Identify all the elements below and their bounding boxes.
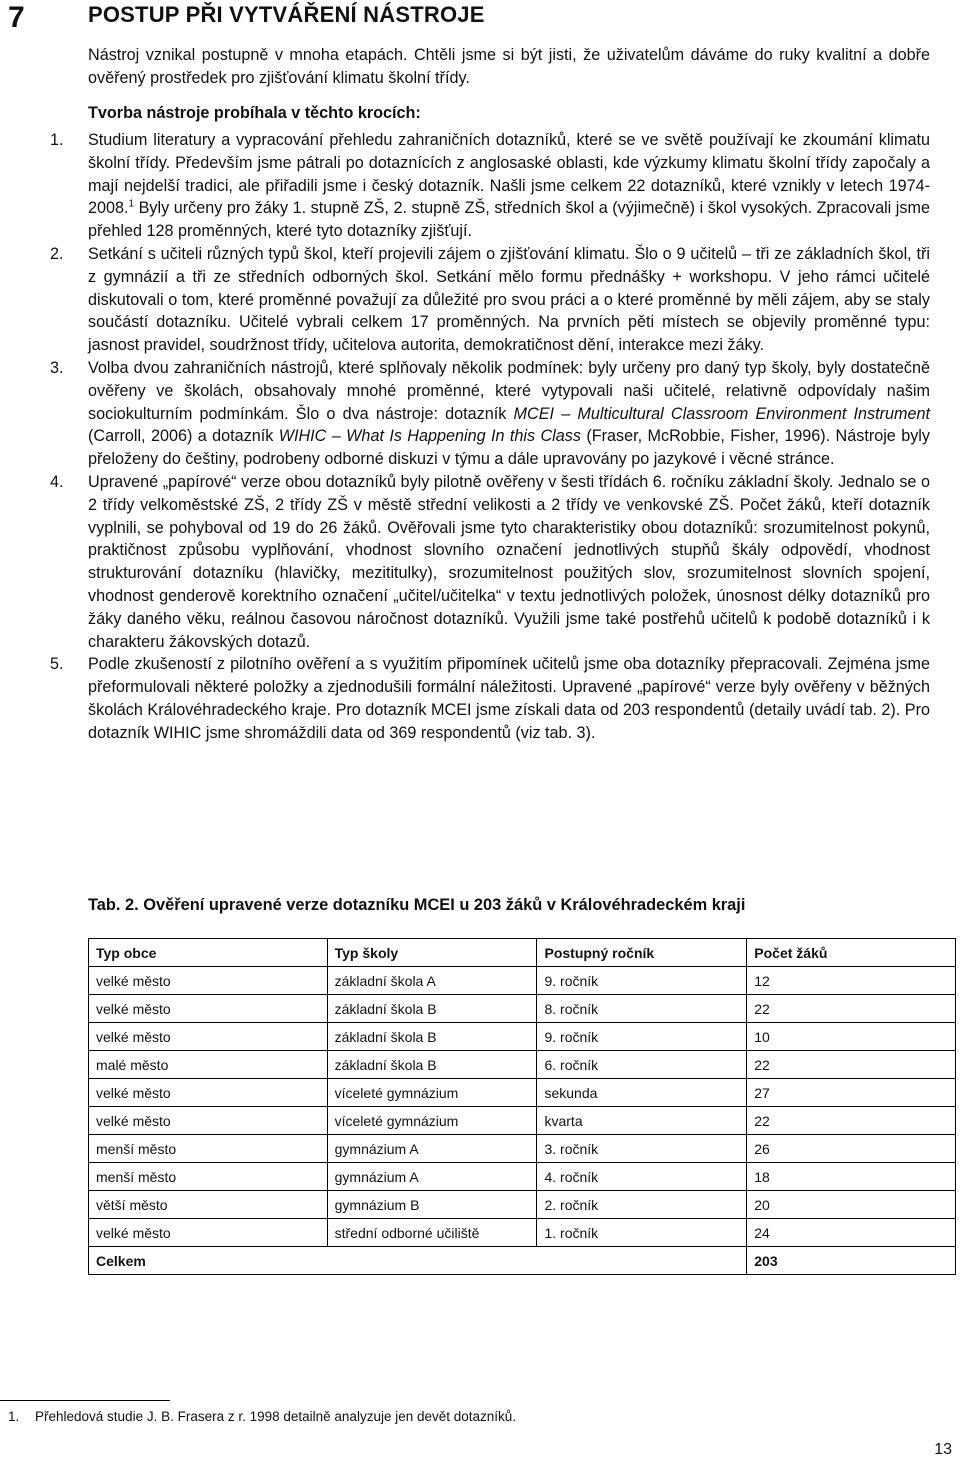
cell-school-type: základní škola B (327, 995, 537, 1023)
cell-town-type: malé město (89, 1051, 328, 1079)
cell-grade: kvarta (537, 1107, 747, 1135)
step-number: 5. (50, 655, 64, 674)
column-header: Typ školy (327, 939, 537, 967)
cell-school-type: základní škola B (327, 1023, 537, 1051)
table-row (89, 1135, 956, 1163)
cell-pupil-count: 24 (747, 1219, 956, 1247)
table-total-row (89, 1247, 956, 1275)
instrument-name-mcei: MCEI – Multicultural Classroom Environment Instrument (513, 404, 931, 423)
step-5 (0, 653, 960, 744)
cell-town-type: velké město (89, 1023, 328, 1051)
page-number: 13 (934, 1441, 952, 1458)
steps-list (0, 129, 960, 745)
cell-grade: 4. ročník (537, 1163, 747, 1191)
cell-grade: 1. ročník (537, 1219, 747, 1247)
cell-grade: sekunda (537, 1079, 747, 1107)
cell-town-type: velké město (89, 967, 328, 995)
cell-town-type: velké město (89, 1079, 328, 1107)
footnote (8, 1408, 516, 1426)
step-text-part: Byly určeny pro žáky 1. stupně ZŠ, 2. stupně ZŠ, středních škol a (výjimečně) i škol vysokých. Zpracovali jsme přehled 128 proměnných, které tyto dotazníky zjišťují. (88, 199, 930, 241)
cell-town-type: větší město (89, 1191, 328, 1219)
data-table (88, 938, 956, 1275)
cell-grade: 3. ročník (537, 1135, 747, 1163)
cell-pupil-count: 26 (747, 1135, 956, 1163)
table-row (89, 1163, 956, 1191)
cell-pupil-count: 22 (747, 995, 956, 1023)
column-header: Typ obce (89, 939, 328, 967)
step-text (88, 357, 930, 471)
cell-town-type: velké město (89, 995, 328, 1023)
column-header: Počet žáků (747, 939, 956, 967)
step-text-part: Studium literatury a vypracování přehledu zahraničních dotazníků, které se ve světě používají ke zkoumání klimatu školní třídy. Především jsme pátrali po dotaznících z anglosaské oblasti, kde výzkumy klimatu školní třídy započaly a mají nejdelší tradici, ale přiřadili jsme i český dotazník. Našli jsme celkem 22 dotazníků, které vznikly v letech 1974-2008. (88, 131, 930, 218)
footnote-text: Přehledová studie J. B. Frasera z r. 1998 detailně analyzuje jen devět dotazníků. (35, 1409, 517, 1424)
cell-town-type: velké město (89, 1219, 328, 1247)
chapter-title: POSTUP PŘI VYTVÁŘENÍ NÁSTROJE (88, 2, 485, 27)
cell-school-type: základní škola B (327, 1051, 537, 1079)
table-row (89, 1079, 956, 1107)
table-row (89, 1191, 956, 1219)
column-header: Postupný ročník (537, 939, 747, 967)
total-value: 203 (747, 1247, 956, 1275)
table-caption: Tab. 2. Ověření upravené verze dotazníku MCEI u 203 žáků v Královéhradeckém kraji (88, 896, 746, 914)
step-3 (0, 357, 960, 471)
step-text: Setkání s učiteli různých typů škol, kteří projevili zájem o zjišťování klimatu. Šlo o 9 učitelů – tři ze základních škol, tři z gymnázií a tři ze středních odborných škol. Setkání mělo formu přednášky + workshopu. V jeho rámci učitelé diskutovali o tom, které proměnné považují za důležité pro svou práci a o které proměnné by měli zájem, aby se staly součástí dotazníku. Učitelé vybrali celkem 17 proměnných. Na prvních pěti místech se objevily proměnné typu: jasnost pravidel, soudržnost třídy, učitelova autorita, demokratičnost dění, interakce mezi žáky. (88, 244, 930, 355)
cell-grade: 6. ročník (537, 1051, 747, 1079)
intro-paragraph: Nástroj vznikal postupně v mnoha etapách. Chtěli jsme si být jisti, že uživatelům dáváme do ruky kvalitní a dobře ověřený prostředek pro zjišťování klimatu školní třídy. (88, 46, 930, 87)
footnote-number: 1. (8, 1409, 20, 1424)
step-text: Upravené „papírové“ verze obou dotazníků byly pilotně ověřeny v šesti třídách 6. ročníku základní školy. Jednalo se o 2 třídy velkoměstské ZŠ, 2 třídy ZŠ v městě střední velikosti a 2 třídy ve venkovské ZŠ. Počet žáků, kteří dotazník vyplnili, se pohyboval od 19 do 26 žáků. Ověřovali jsme tyto charakteristiky obou dotazníků: srozumitelnost pokynů, praktičnost způsobu vyplňování, vhodnost slovního označení jednotlivých stupňů škály odpovědí, vhodnost strukturování dotazníku (hlavičky, mezititulky), srozumitelnost použitých slov, srozumitelnost slovních spojení, vhodnost genderově korektního označení „učitel/učitelka“ v textu jednotlivých položek, únosnost délky dotazníků pro žáky daného věku, reálnou časovou náročnost dotazníků. Využili jsme také postřehů učitelů k podobě dotazníků i k charakteru žákovských dotazů. (88, 472, 930, 651)
step-number: 2. (50, 244, 64, 263)
table-header-row (89, 939, 956, 967)
step-number: 3. (50, 358, 64, 377)
table-row (89, 1023, 956, 1051)
cell-school-type: gymnázium B (327, 1191, 537, 1219)
step-text-part: Volba dvou zahraničních nástrojů, které splňovaly několik podmínek: byly určeny pro daný typ školy, byly dostatečně ověřeny ve školách, obsahovaly mnohé proměnné, které vytypovali naši učitelé, relativně odpovídaly našim sociokulturním podmínkám. Šlo o dva nástroje: dotazník (88, 358, 930, 423)
cell-school-type: gymnázium A (327, 1135, 537, 1163)
cell-school-type: gymnázium A (327, 1163, 537, 1191)
cell-grade: 8. ročník (537, 995, 747, 1023)
step-text (88, 129, 930, 243)
cell-pupil-count: 12 (747, 967, 956, 995)
table-row (89, 995, 956, 1023)
step-4 (0, 471, 960, 653)
footnote-ref: 1 (128, 199, 135, 210)
cell-grade: 9. ročník (537, 967, 747, 995)
step-number: 1. (50, 131, 64, 149)
cell-school-type: střední odborné učiliště (327, 1219, 537, 1247)
cell-grade: 2. ročník (537, 1191, 747, 1219)
cell-school-type: víceleté gymnázium (327, 1079, 537, 1107)
table-row (89, 967, 956, 995)
cell-town-type: velké město (89, 1107, 328, 1135)
step-text: Podle zkušeností z pilotního ověření a s využitím připomínek učitelů jsme oba dotazníky přepracovali. Zejména jsme přeformulovali některé položky a zjednodušili formální náležitosti. Upravené „papírové“ verze byly ověřeny v běžných školách Královéhradeckého kraje. Pro dotazník MCEI jsme získali data od 203 respondentů (detaily uvádí tab. 2). Pro dotazník WIHIC jsme shromáždili data od 369 respondentů (viz tab. 3). (88, 655, 930, 742)
cell-grade: 9. ročník (537, 1023, 747, 1051)
cell-town-type: menší město (89, 1163, 328, 1191)
instrument-name-wihic: WIHIC – What Is Happening In this Class (278, 427, 581, 446)
cell-pupil-count: 27 (747, 1079, 956, 1107)
cell-town-type: menší město (89, 1135, 328, 1163)
cell-pupil-count: 22 (747, 1051, 956, 1079)
table-row (89, 1219, 956, 1247)
table-row (89, 1051, 956, 1079)
step-1 (0, 129, 960, 243)
cell-school-type: základní škola A (327, 967, 537, 995)
step-2 (0, 243, 960, 357)
step-number: 4. (50, 472, 64, 491)
cell-school-type: víceleté gymnázium (327, 1107, 537, 1135)
total-label: Celkem (89, 1247, 747, 1275)
table-row (89, 1107, 956, 1135)
step-text-part: (Fraser, McRobbie, Fisher, 1996). Nástroje byly přeloženy do češtiny, podrobeny odborné diskuzi v týmu a dále upravovány po jazykové i věcné stránce. (88, 427, 930, 469)
cell-pupil-count: 22 (747, 1107, 956, 1135)
cell-pupil-count: 20 (747, 1191, 956, 1219)
step-text-part: (Carroll, 2006) a dotazník (88, 427, 279, 446)
chapter-number: 7 (8, 1, 25, 34)
cell-pupil-count: 18 (747, 1163, 956, 1191)
footnote-divider (0, 1400, 170, 1401)
cell-pupil-count: 10 (747, 1023, 956, 1051)
steps-heading: Tvorba nástroje probíhala v těchto krocích: (88, 104, 421, 122)
